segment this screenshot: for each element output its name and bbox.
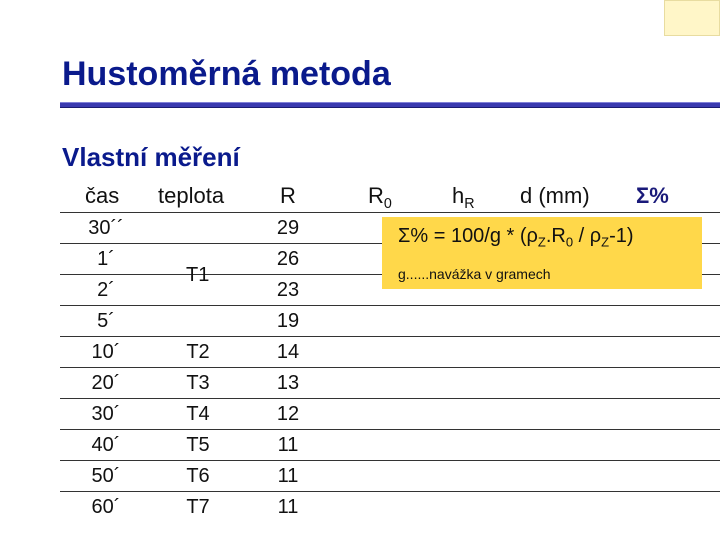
cell-cas: 30´ [91, 403, 121, 425]
formula-part-4: -1) [609, 225, 634, 247]
cell-cas: 5´ [97, 310, 115, 332]
table-header [0, 183, 720, 215]
slide-subtitle: Vlastní měření [62, 142, 240, 172]
table-row [0, 492, 720, 523]
formula-part-2: .R [545, 225, 566, 247]
corner-decoration [664, 0, 720, 36]
cell-teplota: T2 [186, 341, 210, 363]
cell-cas: 50´ [91, 465, 121, 487]
formula-note: g......navážka v gramech [398, 266, 551, 282]
table-row [0, 399, 720, 430]
header-divider [60, 212, 720, 213]
table-row [0, 430, 720, 461]
header-hr-base: h [452, 183, 465, 208]
title-underline [60, 102, 720, 108]
header-r0-base: R [368, 183, 384, 208]
table-row [0, 368, 720, 399]
cell-teplota: T6 [186, 465, 210, 487]
formula-part-3: / ρ [573, 225, 602, 247]
cell-r: 11 [277, 496, 299, 518]
formula-box [382, 217, 702, 289]
cell-r: 11 [277, 465, 299, 487]
cell-teplota: T7 [186, 496, 210, 518]
header-r0 [368, 183, 392, 212]
header-teplota: teplota [158, 183, 225, 208]
cell-cas: 60´ [91, 496, 121, 518]
table-row [0, 306, 720, 337]
header-sigma: Σ% [636, 183, 669, 208]
header-hr [452, 183, 475, 212]
formula-part-1: Σ% = 100/g * (ρ [398, 225, 538, 247]
table-row [0, 337, 720, 368]
merged-teplota-t1: T1 [186, 264, 210, 286]
cell-cas: 10´ [91, 341, 121, 363]
cell-cas: 20´ [91, 372, 121, 394]
cell-teplota: T3 [186, 372, 210, 394]
cell-teplota: T5 [186, 434, 210, 456]
formula-sub-1: Z [537, 234, 546, 250]
formula-sub-3: Z [601, 234, 610, 250]
cell-r: 26 [276, 248, 300, 270]
header-d: d (mm) [520, 183, 590, 208]
cell-cas: 30´´ [88, 217, 124, 239]
cell-r: 23 [276, 279, 300, 301]
cell-r: 19 [276, 310, 300, 332]
table-row [0, 461, 720, 492]
cell-r: 14 [276, 341, 300, 363]
cell-cas: 1´ [97, 248, 115, 270]
cell-teplota: T4 [186, 403, 210, 425]
cell-r: 11 [277, 434, 299, 456]
slide-title: Hustoměrná metoda [62, 55, 391, 93]
header-cas: čas [85, 183, 120, 208]
cell-r: 13 [276, 372, 300, 394]
cell-r: 29 [276, 217, 300, 239]
header-r0-sub: 0 [383, 196, 392, 212]
cell-cas: 2´ [97, 279, 115, 301]
formula-text [398, 225, 634, 250]
header-r: R [280, 183, 296, 208]
cell-cas: 40´ [91, 434, 121, 456]
header-hr-sub: R [464, 196, 475, 212]
formula-sub-2: 0 [565, 234, 574, 250]
cell-r: 12 [276, 403, 300, 425]
